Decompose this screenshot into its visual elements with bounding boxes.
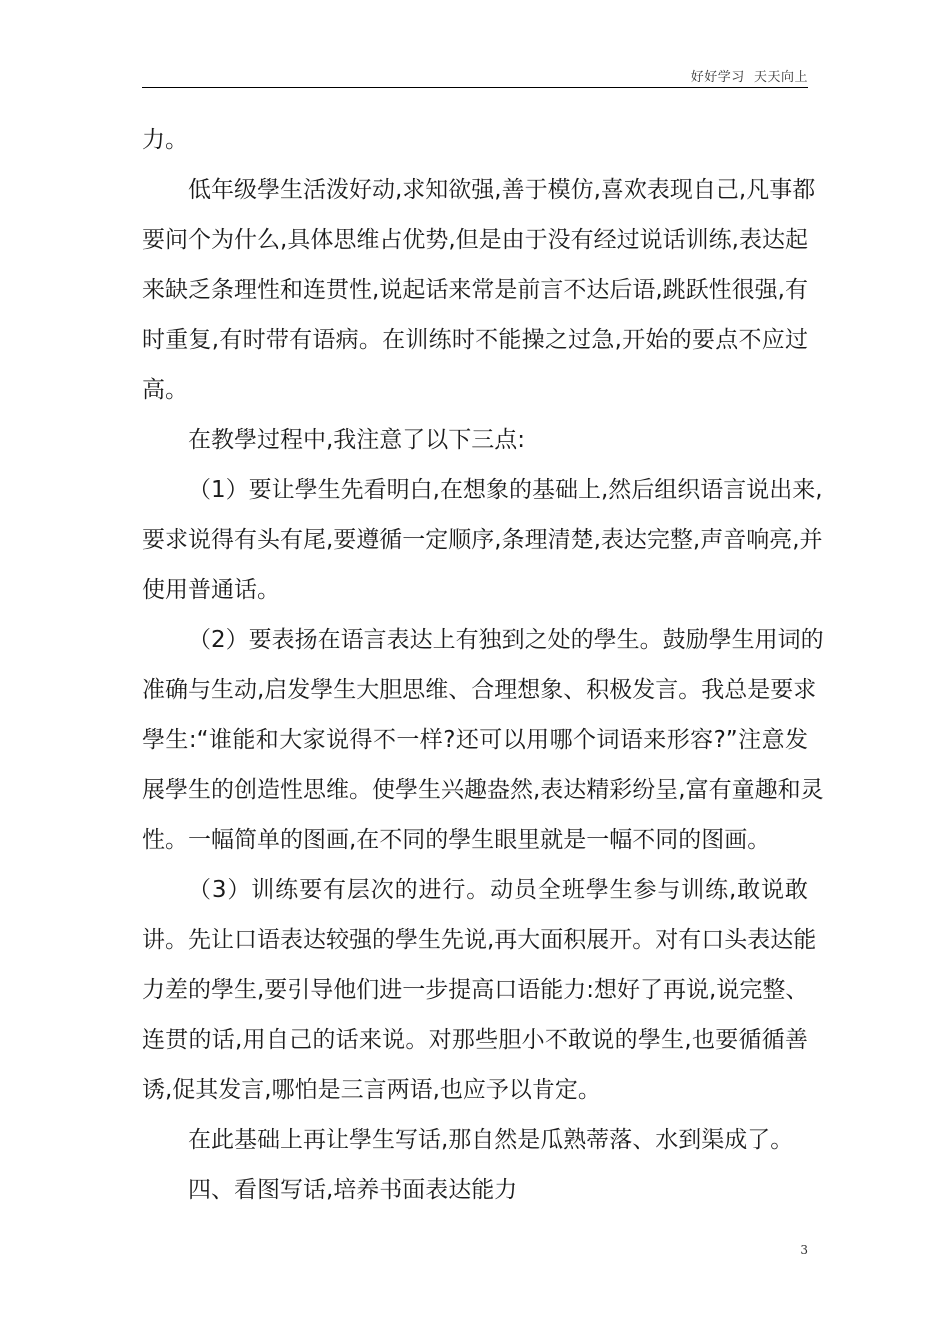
document-body xyxy=(142,120,824,1220)
text-line: 低年级學生活泼好动,求知欲强,善于模仿,喜欢表现自己,凡事都 xyxy=(188,177,816,203)
text-line: 力差的學生,要引导他们进一步提高口语能力:想好了再说,说完整、 xyxy=(142,977,809,1003)
text-line: 性。一幅简单的图画,在不同的學生眼里就是一幅不同的图画。 xyxy=(142,827,771,853)
text-line: 高。 xyxy=(142,377,188,403)
text-line: 要问个为什么,具体思维占优势,但是由于没有经过说话训练,表达起 xyxy=(142,227,808,253)
text-line: （3）训练要有层次的进行。动员全班學生参与训练,敢说敢 xyxy=(188,877,808,903)
text-line: （2）要表扬在语言表达上有独到之处的學生。鼓励學生用词的 xyxy=(188,627,824,653)
text-line: 使用普通话。 xyxy=(142,577,280,603)
text-line: 在此基础上再让學生写话,那自然是瓜熟蒂落、水到渠成了。 xyxy=(188,1127,794,1153)
text-line: 时重复,有时带有语病。在训练时不能操之过急,开始的要点不应过 xyxy=(142,327,808,353)
text-line: 展學生的创造性思维。使學生兴趣盎然,表达精彩纷呈,富有童趣和灵 xyxy=(142,777,824,803)
header-rule xyxy=(142,87,808,88)
header-text: 好好学习 天天向上 xyxy=(690,70,808,85)
text-line: 连贯的话,用自己的话来说。对那些胆小不敢说的學生,也要循循善 xyxy=(142,1027,808,1053)
page-number: 3 xyxy=(800,1243,808,1257)
text-line: 力。 xyxy=(142,127,188,153)
text-line: 诱,促其发言,哪怕是三言两语,也应予以肯定。 xyxy=(142,1077,601,1103)
text-line: 要求说得有头有尾,要遵循一定顺序,条理清楚,表达完整,声音响亮,并 xyxy=(142,527,823,553)
text-line: 學生:“谁能和大家说得不一样?还可以用哪个词语来形容?”注意发 xyxy=(142,727,808,753)
text-line: 来缺乏条理性和连贯性,说起话来常是前言不达后语,跳跃性很强,有 xyxy=(142,277,808,303)
text-line: 在教學过程中,我注意了以下三点: xyxy=(188,427,526,453)
section-heading: 四、看图写话,培养书面表达能力 xyxy=(188,1177,518,1203)
text-line: （1）要让學生先看明白,在想象的基础上,然后组织语言说出来, xyxy=(188,477,823,503)
text-line: 讲。先让口语表达较强的學生先说,再大面积展开。对有口头表达能 xyxy=(142,927,817,953)
text-line: 准确与生动,启发學生大胆思维、合理想象、积极发言。我总是要求 xyxy=(142,677,817,703)
